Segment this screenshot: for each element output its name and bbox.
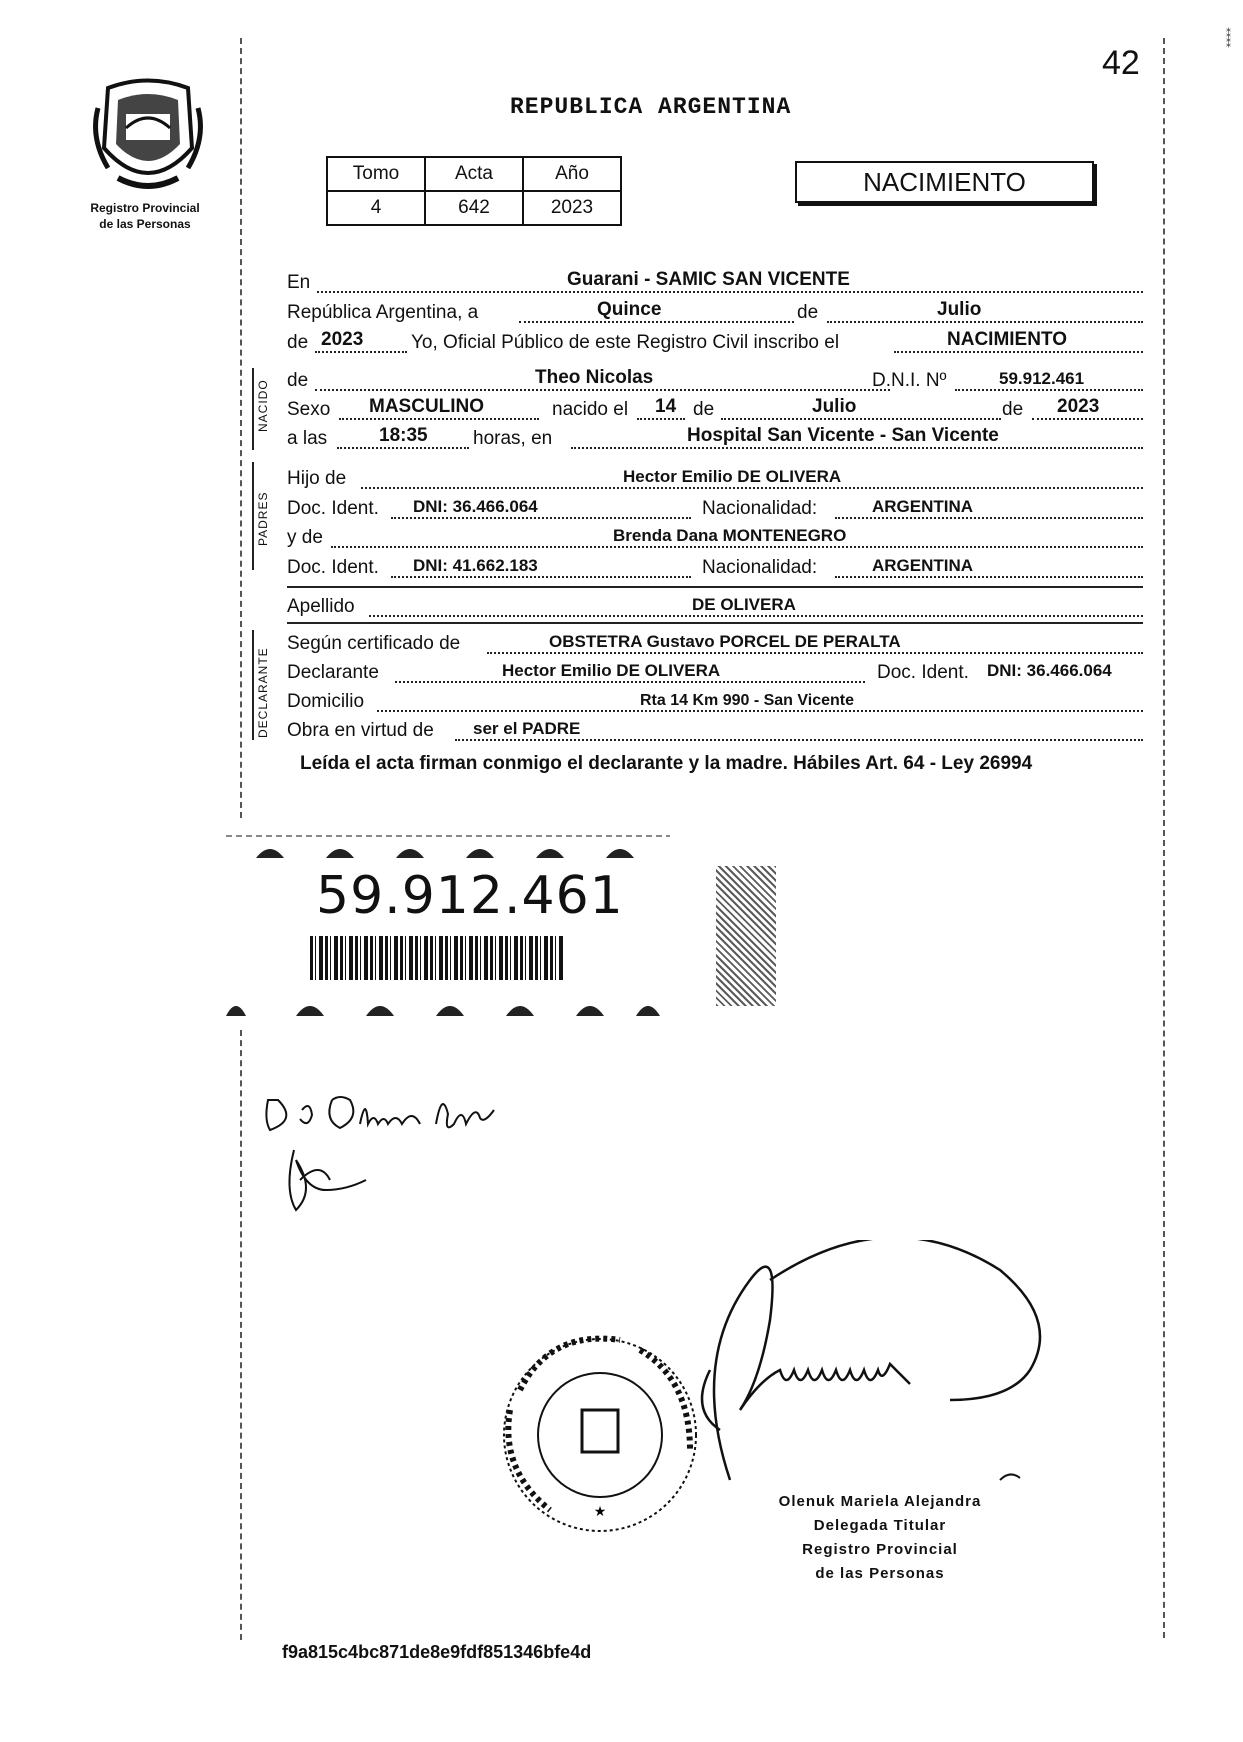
declarante-section-label: DECLARANTE [256,647,270,738]
birth-month-value: Julio [812,396,857,417]
register-header-tomo: Tomo [327,157,425,191]
svg-text:★: ★ [593,1504,607,1520]
apellido-value: DE OLIVERA [692,595,796,614]
register-value-acta: 642 [425,191,523,225]
declarante-label: Declarante [287,662,379,683]
father-doc-label: Doc. Ident. [287,498,379,519]
obra-value: ser el PADRE [473,719,581,738]
row-father-doc [287,492,1143,522]
register-header-anio: Año [523,157,621,191]
declarant-handwritten-signature [250,1090,570,1220]
row-hijo [287,462,1143,492]
row-certificado [287,627,1143,657]
de-label-3: de [693,399,715,420]
row-nacido-name [287,364,1143,394]
row-mother-doc [287,551,1143,581]
issuer-caption-line2: de las Personas [99,217,191,231]
de-label-4: de [1002,399,1024,420]
alas-label: a las [287,428,328,449]
padres-section-label: PADRES [256,491,270,546]
row-sexo [287,393,1143,423]
row-en [287,266,1143,296]
father-nat-label: Nacionalidad: [702,498,818,519]
en-label: En [287,272,311,293]
nacido-el-label: nacido el [552,399,629,420]
issuer-caption [70,200,220,232]
birth-time-value: 18:35 [379,425,428,446]
barcode-icon [310,936,564,980]
row-domicilio [287,685,1143,715]
official-name: Olenuk Mariela Alejandra [778,1493,982,1510]
declarante-value: Hector Emilio DE OLIVERA [502,661,721,680]
closing-note: Leída el acta firman conmigo el declarante y la madre. Hábiles Art. 64 - Ley 26994 [300,753,1033,774]
declarante-doc-label: Doc. Ident. [877,662,969,683]
mother-doc-value: DNI: 41.662.183 [413,556,538,575]
sexo-value: MASCULINO [369,396,485,417]
right-margin-line [1163,38,1165,1638]
month-written-value: Julio [937,299,982,320]
inscribo-value: NACIMIENTO [947,329,1067,350]
row-obra [287,714,1143,744]
left-margin-line [240,38,242,818]
row-inscribo [287,326,1143,356]
official-handwritten-signature [670,1240,1060,1490]
left-margin-line-lower [240,1030,242,1640]
province-shield-icon [88,78,208,196]
edge-marks: ⁑ ⁑ [1226,29,1231,50]
birth-place-value: Hospital San Vicente - San Vicente [687,425,999,446]
issuer-caption-line1: Registro Provincial [90,201,200,215]
domicilio-label: Domicilio [287,691,365,712]
de-label-2: de [287,332,309,353]
dni-sticker [226,834,670,1020]
padres-divider [287,586,1143,588]
row-apellido [287,590,1143,620]
register-header-acta: Acta [425,157,523,191]
horas-label: horas, en [473,428,553,449]
cert-value: OBSTETRA Gustavo PORCEL DE PERALTA [549,632,901,651]
row-republica [287,296,1143,326]
birth-day-value: 14 [655,396,677,417]
official-office-line1: Registro Provincial [802,1541,958,1558]
republica-label: República Argentina, a [287,302,479,323]
father-nat-value: ARGENTINA [872,497,974,516]
domicilio-value: Rta 14 Km 990 - San Vicente [640,692,855,709]
register-value-tomo: 4 [327,191,425,225]
dni-sticker-number: 59.912.461 [316,866,624,926]
official-role: Delegada Titular [813,1517,947,1534]
security-stamp-icon [716,866,776,1006]
register-table [326,156,622,226]
declarante-doc-value: DNI: 36.466.064 [987,661,1112,680]
mother-nat-value: ARGENTINA [872,556,974,575]
document-hash: f9a815c4bc871de8e9fdf851346bfe4d [282,1642,592,1662]
en-value: Guarani - SAMIC SAN VICENTE [567,269,850,290]
apellido-divider [287,622,1143,624]
year-written-value: 2023 [321,329,364,350]
apellido-label: Apellido [287,596,355,617]
record-type-box: NACIMIENTO [795,161,1094,203]
mother-doc-label: Doc. Ident. [287,557,379,578]
obra-label: Obra en virtud de [287,720,434,741]
de-label-1: de [797,302,819,323]
hijo-label: Hijo de [287,468,347,489]
row-hora [287,422,1143,452]
nacido-de-label: de [287,370,309,391]
country-title: REPUBLICA ARGENTINA [510,94,792,120]
father-name-value: Hector Emilio DE OLIVERA [623,467,842,486]
row-mother [287,521,1143,551]
child-name-value: Theo Nicolas [535,367,654,388]
nacido-section-label: NACIDO [256,379,270,432]
birth-year-value: 2023 [1057,396,1100,417]
official-office-line2: de las Personas [815,1565,945,1582]
mother-name-value: Brenda Dana MONTENEGRO [613,526,847,545]
official-block [740,1490,1020,1586]
child-dni-value: 59.912.461 [999,369,1085,388]
row-declarante [287,656,1143,686]
day-written-value: Quince [597,299,662,320]
mother-nat-label: Nacionalidad: [702,557,818,578]
dni-label: D.N.I. Nº [872,370,947,391]
sexo-label: Sexo [287,399,331,420]
inscribo-text: Yo, Oficial Público de este Registro Civil inscribo el [411,332,840,353]
register-value-anio: 2023 [523,191,621,225]
page-number: 42 [1102,44,1140,82]
father-doc-value: DNI: 36.466.064 [413,497,538,516]
yde-label: y de [287,527,323,548]
cert-label: Según certificado de [287,633,461,654]
